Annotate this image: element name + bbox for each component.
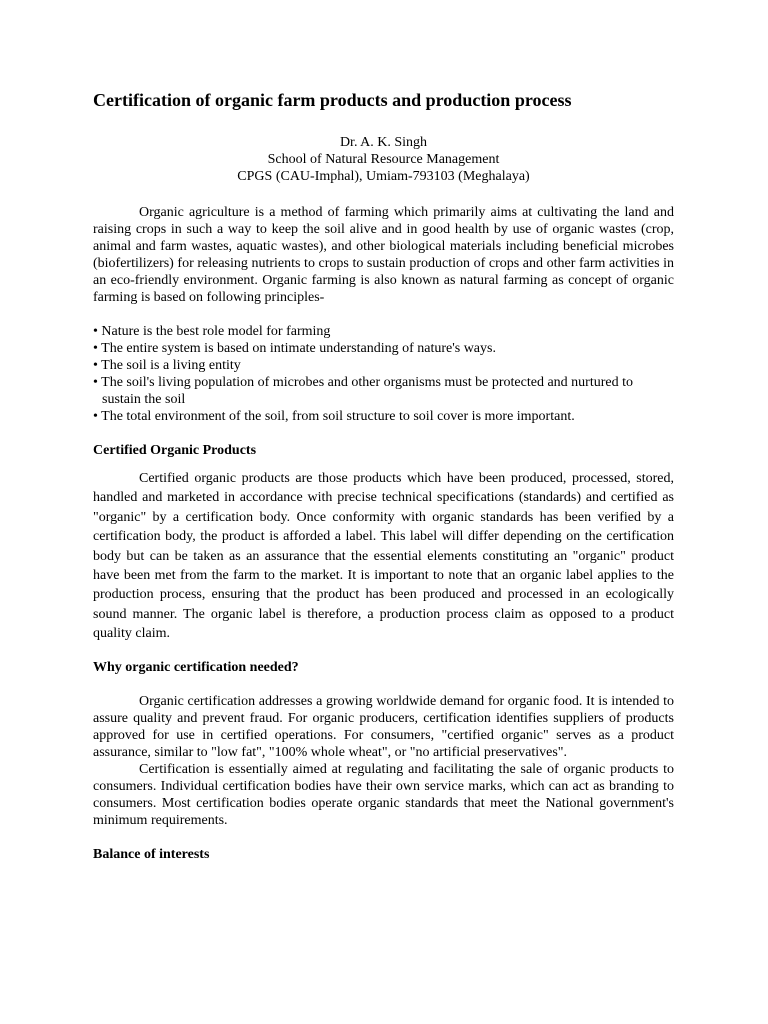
list-item: • The total environment of the soil, from soil structure to soil cover is more important. bbox=[93, 409, 575, 424]
document-title: Certification of organic farm products and production process bbox=[93, 90, 572, 110]
author-affiliation: School of Natural Resource Management bbox=[267, 152, 500, 167]
list-item: • The soil's living population of microbes and other organisms must be protected and nurtured to sustain the soil bbox=[93, 375, 633, 407]
section-heading-balance: Balance of interests bbox=[93, 846, 210, 862]
list-item: • The soil is a living entity bbox=[93, 358, 241, 373]
section-heading-why: Why organic certification needed? bbox=[93, 659, 299, 675]
author-name: Dr. A. K. Singh bbox=[339, 135, 428, 150]
section-heading-certified: Certified Organic Products bbox=[93, 443, 257, 458]
list-item: • The entire system is based on intimate understanding of nature's ways. bbox=[93, 341, 496, 356]
author-address: CPGS (CAU-Imphal), Umiam-793103 (Meghalaya) bbox=[237, 169, 530, 184]
principles-list bbox=[93, 323, 674, 425]
author-block bbox=[93, 134, 674, 185]
why-paragraph-1: Organic certification addresses a growing worldwide demand for organic food. It is intended to assure quality and prevent fraud. For organic producers, certification identifies suppliers of products approved for use in certified operations. For consumers, "certified organic" serves as a product assurance, similar to "low fat", "100% whole wheat", or "no artificial preservatives". bbox=[93, 693, 674, 760]
intro-paragraph: Organic agriculture is a method of farming which primarily aims at cultivating the land and raising crops in such a way to keep the soil alive and in good health by use of organic wastes (crop, animal and farm wastes, aquatic wastes), and other biological materials including beneficial microbes (biofertilizers) for releasing nutrients to crops to sustain production of crops and other farm activities in an eco-friendly environment. Organic farming is also known as natural farming as concept of organic farming is based on following principles- bbox=[93, 205, 674, 305]
document-page bbox=[93, 88, 674, 863]
list-item: • Nature is the best role model for farming bbox=[93, 324, 331, 339]
why-paragraph-2: Certification is essentially aimed at regulating and facilitating the sale of organic products to consumers. Individual certification bodies have their own service marks, which can act as branding to consumers. Most certification bodies operate organic standards that meet the National government's minimum requirements. bbox=[93, 761, 674, 828]
certified-paragraph: Certified organic products are those products which have been produced, processed, stored, handled and marketed in accordance with precise technical specifications (standards) and certified as "organic" by a certification body. Once conformity with organic standards has been verified by a certification body, the product is afforded a label. This label will differ depending on the certification body but can be taken as an assurance that the essential elements constituting an "organic" product have been met from the farm to the market. It is important to note that an organic label applies to the production process, ensuring that the product has been produced and processed in an ecologically sound manner. The organic label is therefore, a production process claim as opposed to a product quality claim. bbox=[93, 471, 674, 642]
